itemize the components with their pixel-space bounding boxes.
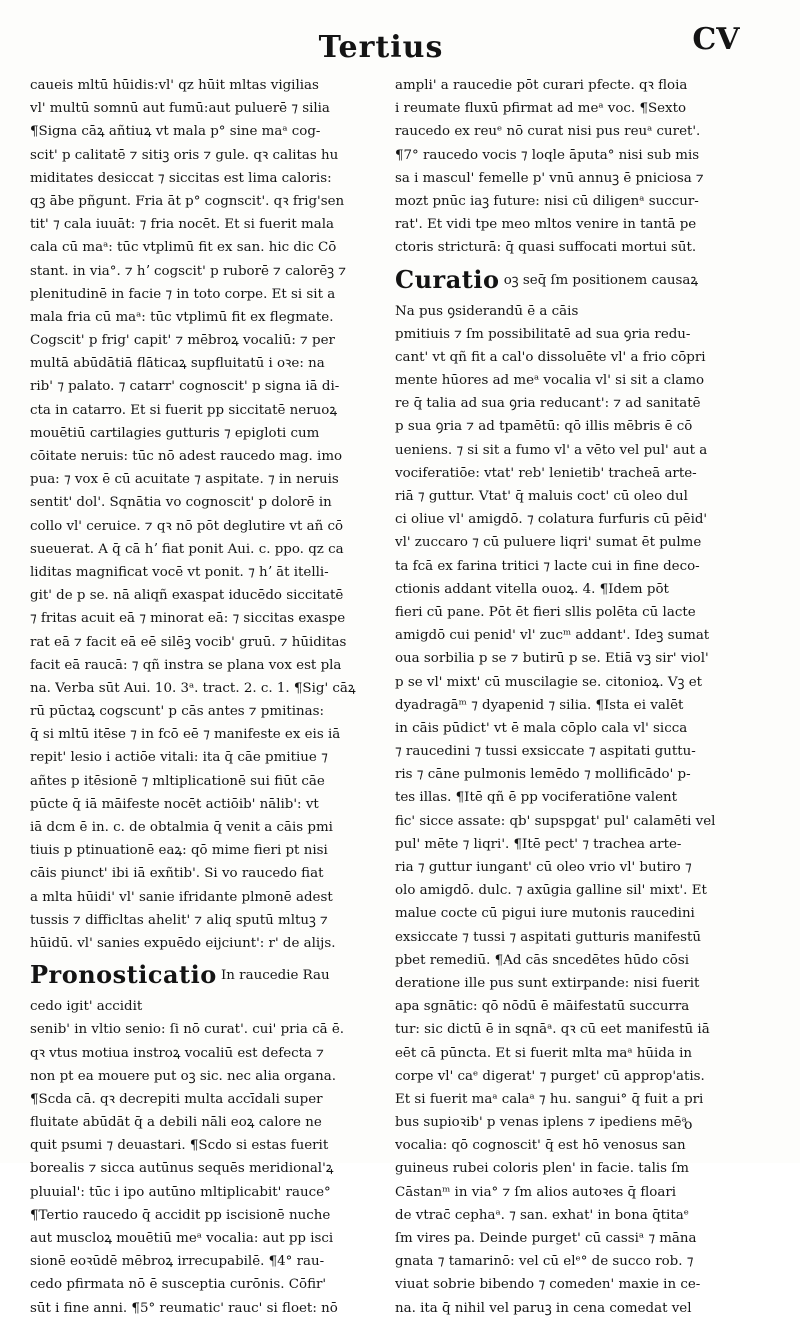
text-line: rū pūctaꝝ cogscunt' p cās antes ⁊ pmitinas: xyxy=(30,704,325,720)
text-line: ¶Scda cā. qꝛ decrepiti multa accīdali super xyxy=(30,1091,323,1107)
text-line: a mlta hūidi' vl' sanie ifridante plmonē adest xyxy=(30,889,333,905)
text-line: ria ⁊ guttur iungant' cū oleo vrio vl' butiro ⁊ xyxy=(395,860,692,875)
text-line: cedo igit' accidit xyxy=(30,999,143,1015)
text-line: mente hūores ad meᵃ vocalia vl' si sit a clamo xyxy=(395,373,705,389)
text-line: cant' vt qñ fit a cal'o dissoluēte vl' a frio cōpri xyxy=(395,349,706,365)
text-line: rib' ⁊ palato. ⁊ catarr' cognoscit' p signa iā di- xyxy=(30,379,340,395)
text-line: ¶Tertio raucedo q̄ accidit pp iscisionē nuche xyxy=(30,1207,331,1223)
text-line: mouētiū cartilagies gutturis ⁊ epigloti cum xyxy=(30,425,320,441)
text-line: multā abūdātiā flāticaꝝ supfluitatū i oꝛe: na xyxy=(30,356,325,372)
text-line: p sua ꝯria ⁊ ad tpamētū: qō illis mēbris ē cō xyxy=(395,419,693,435)
text-line: tussis ⁊ difficltas ahelit' ⁊ aliq sputū mltuꝫ ⁊ xyxy=(30,912,328,928)
text-line: ſm vires pa. Deinde purget' cū cassiᵃ ⁊ māna xyxy=(395,1231,697,1246)
text-line: tur: sic dictū ē in sqnāᵃ. qꝛ cū eet manifestū iā xyxy=(395,1022,710,1038)
text-line: qꝛ vtus motiua instroꝝ vocaliū est defecta ⁊ xyxy=(30,1045,324,1061)
text-line: ampli' a raucedie pōt curari pfecte. qꝛ floia xyxy=(395,78,688,93)
text-line: caueis mltū hūidis:vl' qz hūit mltas vigilias xyxy=(30,78,319,93)
text-line: tiuis p ptinuationē eaꝝ: qō mime fieri pt nisi xyxy=(30,843,328,859)
text-line: cōitate neruis: tūc nō adest raucedo mag. imo xyxy=(30,449,343,464)
text-line: Cogscit' p frig' capit' ⁊ mēbroꝝ vocaliū: ⁊ per xyxy=(30,333,335,349)
text-line: mala fria cū maᵃ: tūc vtplimū fit ex flegmate. xyxy=(30,309,334,325)
text-line: viuat sobrie bibendo ⁊ comeden' maxie in ce- xyxy=(395,1277,701,1293)
text-line: Et si fuerit maᵃ calaᵃ ⁊ hu. sangui° q̄ fuit a pri xyxy=(395,1091,704,1107)
text-line: oꝫ seq̄ ſm positionem causaꝝ xyxy=(503,272,699,288)
text-line: hūidū. vl' sanies expuēdo eijciunt': r' de alijs. xyxy=(30,935,336,951)
text-line: corpe vl' caᵉ digerat' ⁊ purget' cū approp'atis. xyxy=(395,1068,705,1084)
text-line: liditas magnificat vocē vt ponit. ⁊ hʼ āt itelli- xyxy=(30,564,329,580)
text-line: mozt pnūc iaꝫ future: nisi cū diligenᵃ succur- xyxy=(395,193,699,209)
text-line: sūt i fine anni. ¶5° reumatic' rauc' si floet: nō xyxy=(30,1300,338,1316)
text-line: In raucedie Rau xyxy=(221,968,330,984)
text-line: guineus rubei coloris plen' in facie. talis ſm xyxy=(395,1161,689,1177)
text-line: pul' mēte ⁊ liqri'. ¶Itē pect' ⁊ trachea arte- xyxy=(395,836,682,852)
text-line: i reumate fluxū pfirmat ad meᵃ voc. ¶Sexto xyxy=(395,101,687,117)
text-line: ris ⁊ cāne pulmonis lemēdo ⁊ mollificādo' p- xyxy=(395,767,691,783)
text-line: cala cū maᵃ: tūc vtplimū fit ex san. hic dic Cō xyxy=(30,240,337,256)
text-line: sionē eoꝛūdē mēbroꝝ irrecupabilē. ¶4° rau- xyxy=(30,1254,325,1270)
text-line: dyadragāᵐ ⁊ dyapenid ⁊ silia. ¶Ista ei valēt xyxy=(395,697,684,713)
text-line: senib' in vltio senio: ſi nō curat'. cui' pria cā ē. xyxy=(30,1022,345,1038)
text-line: deratione ille pus sunt extirpande: nisi fuerit xyxy=(395,975,700,991)
text-line: añtes p itēsionē ⁊ mltiplicationē sui fiūt cāe xyxy=(30,773,325,789)
text-line: tes illas. ¶Itē qñ ē pp vociferatiōne valent xyxy=(395,790,678,806)
text-line: malue cocte cū pigui iure mutonis raucedini xyxy=(395,906,695,922)
text-line: ueniens. ⁊ si sit a fumo vl' a vēto vel pul' aut a xyxy=(395,442,708,458)
text-line: in cāis pūdict' vt ē mala cōplo cala vl' sicca xyxy=(395,720,688,736)
text-line: ¶Signa cāꝝ añtiuꝝ vt mala p° sine maᵃ cog- xyxy=(30,124,321,140)
text-line: ⁊ fritas acuit eā ⁊ minorat eā: ⁊ siccitas exaspe xyxy=(30,611,346,627)
text-line: facit eā raucā: ⁊ qñ instra se plana vox est pla xyxy=(30,657,342,673)
text-line: sueuerat. A q̄ cā hʼ fiat ponit Aui. c. ppo. qz ca xyxy=(30,541,344,557)
text-line: iā dcm ē in. c. de obtalmia q̄ venit a cāis pmi xyxy=(30,820,333,835)
text-line: fic' sicce assate: qb' supspgat' pul' calamēti vel xyxy=(395,813,716,829)
text-line: aut muscloꝝ mouētiū meᵃ vocalia: aut pp isci xyxy=(30,1231,334,1246)
text-line: quit psumi ⁊ deuastari. ¶Scdo si estas fuerit xyxy=(30,1138,329,1154)
text-line: olo amigdō. dulc. ⁊ axūgia galline sil' mixt'. Et xyxy=(395,883,707,899)
text-line: tit' ⁊ cala iuuāt: ⁊ fria nocēt. Et si fuerit mala xyxy=(30,217,334,233)
text-line: ci oliue vl' amigdō. ⁊ colatura furfuris cū pēid' xyxy=(395,512,708,528)
right-column xyxy=(395,74,773,1320)
text-line: oua sorbilia p se ⁊ butirū p se. Etiā vꝫ sir' viol' xyxy=(395,651,709,667)
text-line: pluuial': tūc i ipo autūno mltiplicabit' rauce° xyxy=(30,1184,331,1200)
text-line: pmitiuis ⁊ ſm possibilitatē ad sua ꝯria redu- xyxy=(395,326,691,342)
text-line: fluitate abūdāt q̄ a debili nāli eoꝝ calore ne xyxy=(30,1115,322,1131)
text-line: stant. in via°. ⁊ hʼ cogscit' p ruborē ⁊ calorēꝫ ⁊ xyxy=(30,263,347,279)
text-line: miditates desiccat ⁊ siccitas est lima caloris: xyxy=(30,170,332,186)
text-line: ¶7° raucedo vocis ⁊ loqle āputa° nisi sub mis xyxy=(395,147,700,163)
text-line: ta fcā ex farina tritici ⁊ lacte cui in fine deco- xyxy=(395,558,700,574)
text-line: na. ita q̄ nihil vel paruꝫ in cena comedat vel xyxy=(395,1300,692,1316)
text-line: sentit' dol'. Sqnātia vo cognoscit' p dolorē in xyxy=(30,495,332,511)
text-line: na. Verba sūt Aui. 10. 3ᵃ. tract. 2. c. 1. ¶Sig' cāꝝ xyxy=(30,680,356,696)
running-title: Tertius xyxy=(318,30,444,65)
text-line: amigdō cui penid' vl' zucᵐ addant'. Ideꝫ sumat xyxy=(395,628,710,644)
text-line: vociferatiōe: vtat' reb' lenietib' tracheā arte- xyxy=(395,465,697,481)
text-line: ctoris stricturā: q̄ quasi suffocati mortui sūt. xyxy=(395,240,697,256)
text-line: exsiccate ⁊ tussi ⁊ aspitati gutturis manifestū xyxy=(395,929,702,945)
text-line: cedo pfirmata nō ē susceptia curōnis. Cōfir' xyxy=(30,1277,327,1293)
text-line: ⁊ raucedini ⁊ tussi exsiccate ⁊ aspitati guttu- xyxy=(395,744,696,760)
text-line: pūcte q̄ iā māifeste nocēt actiōib' nālib': vt xyxy=(30,796,319,812)
text-line: pua: ⁊ vox ē cū acuitate ⁊ aspitate. ⁊ in neruis xyxy=(30,472,339,488)
text-line: gnata ⁊ tamarinō: vel cū elᵉ° de succo rob. ⁊ xyxy=(395,1254,694,1270)
text-line: raucedo ex reuᵉ nō curat nisi pus reuᵃ curet'. xyxy=(395,124,701,140)
text-line: qꝫ ābe pñgunt. Fria āt p° cognscit'. qꝛ frig'sen xyxy=(30,193,345,209)
text-line: fieri cū pane. Pōt ēt fieri sllis polēta cū lacte xyxy=(395,604,696,620)
text-line: cta in catarro. Et si fuerit pp siccitatē neruoꝝ xyxy=(30,402,338,418)
text-line: rat'. Et vidi tpe meo mltos venire in tantā pe xyxy=(395,217,697,233)
text-line: p se vl' mixt' cū muscilagie se. citonioꝝ. Vꝫ et xyxy=(395,674,703,690)
section-heading-line xyxy=(30,955,396,995)
section-heading: Pronosticatio xyxy=(30,960,217,990)
text-line: ctionis addant vitella ouoꝝ. 4. ¶Idem pōt xyxy=(395,581,669,597)
text-line: pbet remediū. ¶Ad cās sncedētes hūdo cōsi xyxy=(395,952,689,968)
text-line: riā ⁊ guttur. Vtat' q̄ maluis coct' cū oleo dul xyxy=(395,489,688,504)
text-line: plenitudinē in facie ⁊ in toto corpe. Et si sit a xyxy=(30,286,336,302)
text-line: apa sgnātic: qō nōdū ē māifestatū succurra xyxy=(395,999,690,1015)
text-line: Cāstanᵐ in via° ⁊ ſm alios autoꝛes q̄ floari xyxy=(395,1184,677,1200)
text-line: q̄ si mltū itēse ⁊ in fcō eē ⁊ manifeste ex eis iā xyxy=(30,727,341,743)
text-line: rat eā ⁊ facit eā eē silēꝫ vocib' gruū. ⁊ hūiditas xyxy=(30,634,347,650)
left-column xyxy=(30,74,396,1320)
page-mark: o xyxy=(684,1117,693,1133)
text-line: vocalia: qō cognoscit' q̄ est hō venosus san xyxy=(395,1138,686,1154)
text-line: borealis ⁊ sicca autūnus sequēs meridional'ꝝ xyxy=(30,1161,334,1177)
text-line: non pt ea mouere put oꝫ sic. nec alia organa. xyxy=(30,1068,336,1084)
text-line: repit' lesio i actiōe vitali: ita q̄ cāe pmitiue ⁊ xyxy=(30,750,328,766)
text-line: re q̄ talia ad sua ꝯria reducant': ⁊ ad sanitatē xyxy=(395,396,701,412)
text-line: eēt cā pūncta. Et si fuerit mlta maᵃ hūida in xyxy=(395,1045,693,1061)
text-line: bus supioꝛib' p venas iplens ⁊ ipediens mēᵃ xyxy=(395,1115,687,1131)
text-line: collo vl' ceruice. ⁊ qꝛ nō pōt deglutire vt añ cō xyxy=(30,518,344,534)
section-heading-line xyxy=(395,260,773,300)
text-line: cāis piunct' ibi iā exñtib'. Si vo raucedo fiat xyxy=(30,866,324,882)
text-line: de vtrac̄ cephaᵃ. ⁊ san. exhat' in bona q̄titaᵉ xyxy=(395,1207,689,1223)
text-line: Na pus ꝯsiderandū ē a cāis xyxy=(395,303,579,319)
text-line: sa i mascul' femelle p' vnū annuꝫ ē pniciosa ⁊ xyxy=(395,170,704,186)
text-line: vl' zuccaro ⁊ cū puluere liqri' sumat ēt pulme xyxy=(395,535,702,551)
text-line: vl' multū somnū aut fumū:aut puluerē ⁊ silia xyxy=(30,101,330,117)
section-heading: Curatio xyxy=(395,264,500,294)
text-line: scit' p calitatē ⁊ sitiꝫ oris ⁊ gule. qꝛ calitas hu xyxy=(30,147,339,163)
folio-number: CV xyxy=(692,22,740,57)
text-line: git' de p se. nā aliqñ exaspat iducēdo siccitatē xyxy=(30,588,344,604)
